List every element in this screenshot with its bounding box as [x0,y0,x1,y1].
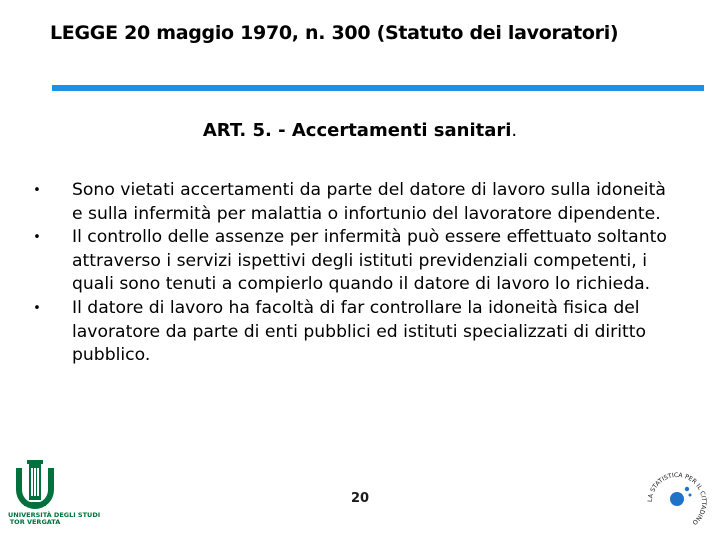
article-heading [0,120,720,141]
bullet-icon: • [33,230,41,246]
bullet-text: Il controllo delle assenze per infermità può essere effettuato soltanto attraverso i servizi ispettivi degli istituti previdenziali competenti, i quali sono tenuti a compierlo quando il datore di lavoro lo richieda. [72,227,667,295]
bullet-text: Sono vietati accertamenti da parte del datore di lavoro sulla idoneità e sulla infermità per malattia o infortunio del lavoratore dipendente. [72,180,666,224]
circular-seal-logo-icon [640,462,714,532]
article-heading-suffix: . [511,120,518,141]
seal-text: LA STATISTICA PER IL CITTADINO [646,471,708,526]
bullet-icon: • [33,300,41,316]
bullet-icon: • [33,183,41,198]
university-logo-text: UNIVERSITÀ DEGLI STUDI TOR VERGATA [8,511,101,526]
article-heading-bold: ART. 5. - Accertamenti sanitari [202,120,512,141]
bullet-text: Il datore di lavoro ha facoltà di far controllare la idoneità fisica del lavoratore da parte di enti pubblici ed istituti specializzati di diritto pubblico. [72,297,646,366]
title-divider [52,85,704,91]
bullet-item [30,226,670,297]
bullet-item [30,297,670,368]
bullet-list [30,179,670,368]
bullet-item [30,179,670,226]
page-number: 20 [350,491,370,506]
slide-title: LEGGE 20 maggio 1970, n. 300 (Statuto dei lavoratori) [50,22,619,44]
